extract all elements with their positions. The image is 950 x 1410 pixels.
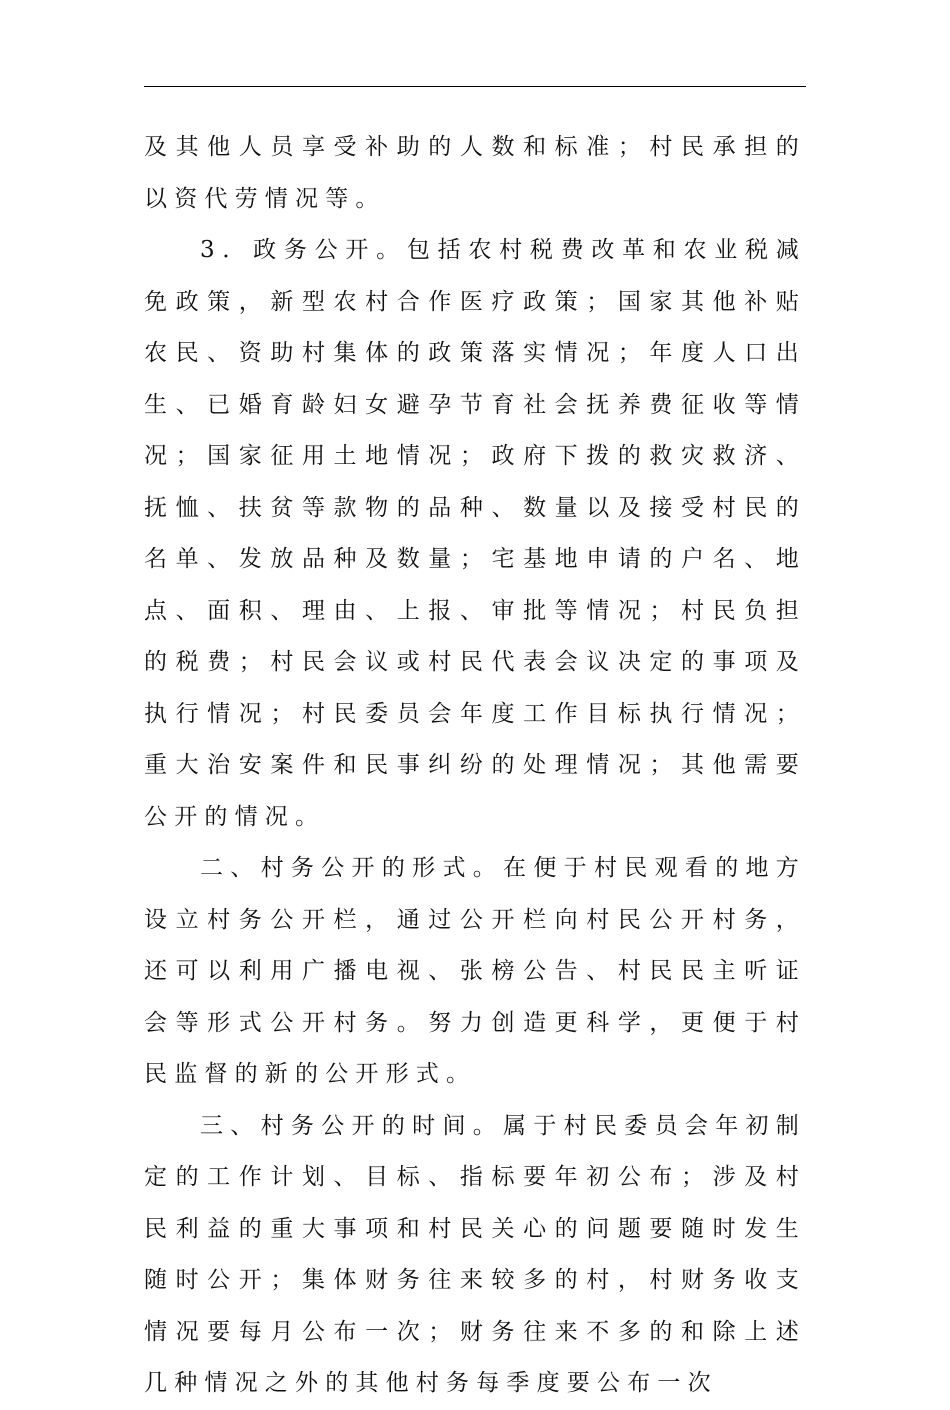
paragraph: 3．政务公开。包括农村税费改革和农业税减免政策，新型农村合作医疗政策；国家其他补贴农民、资助村集体的政策落实情况；年度人口出生、已婚育龄妇女避孕节育社会抚养费征收等情况；国家征用土地情况；政府下拨的救灾救济、抚恤、扶贫等款物的品种、数量以及接受村民的名单、发放品种及数量；宅基地申请的户名、地点、面积、理由、上报、审批等情况；村民负担的税费；村民会议或村民代表会议决定的事项及执行情况；村民委员会年度工作目标执行情况；重大治安案件和民事纠纷的处理情况；其他需要公开的情况。 (144, 237, 806, 830)
document-body (144, 122, 806, 1410)
paragraph: 二、村务公开的形式。在便于村民观看的地方设立村务公开栏，通过公开栏向村民公开村务，还可以利用广播电视、张榜公告、村民民主听证会等形式公开村务。努力创造更科学，更便于村民监督的新的公开形式。 (144, 855, 806, 1087)
paragraph: 三、村务公开的时间。属于村民委员会年初制定的工作计划、目标、指标要年初公布；涉及村民利益的重大事项和村民关心的问题要随时发生随时公开；集体财务往来较多的村，村财务收支情况要每月公布一次；财务往来不多的和除上述几种情况之外的其他村务每季度要公布一次 (144, 1112, 806, 1396)
paragraph: 及其他人员享受补助的人数和标准；村民承担的以资代劳情况等。 (144, 134, 806, 212)
header-rule (144, 86, 806, 87)
